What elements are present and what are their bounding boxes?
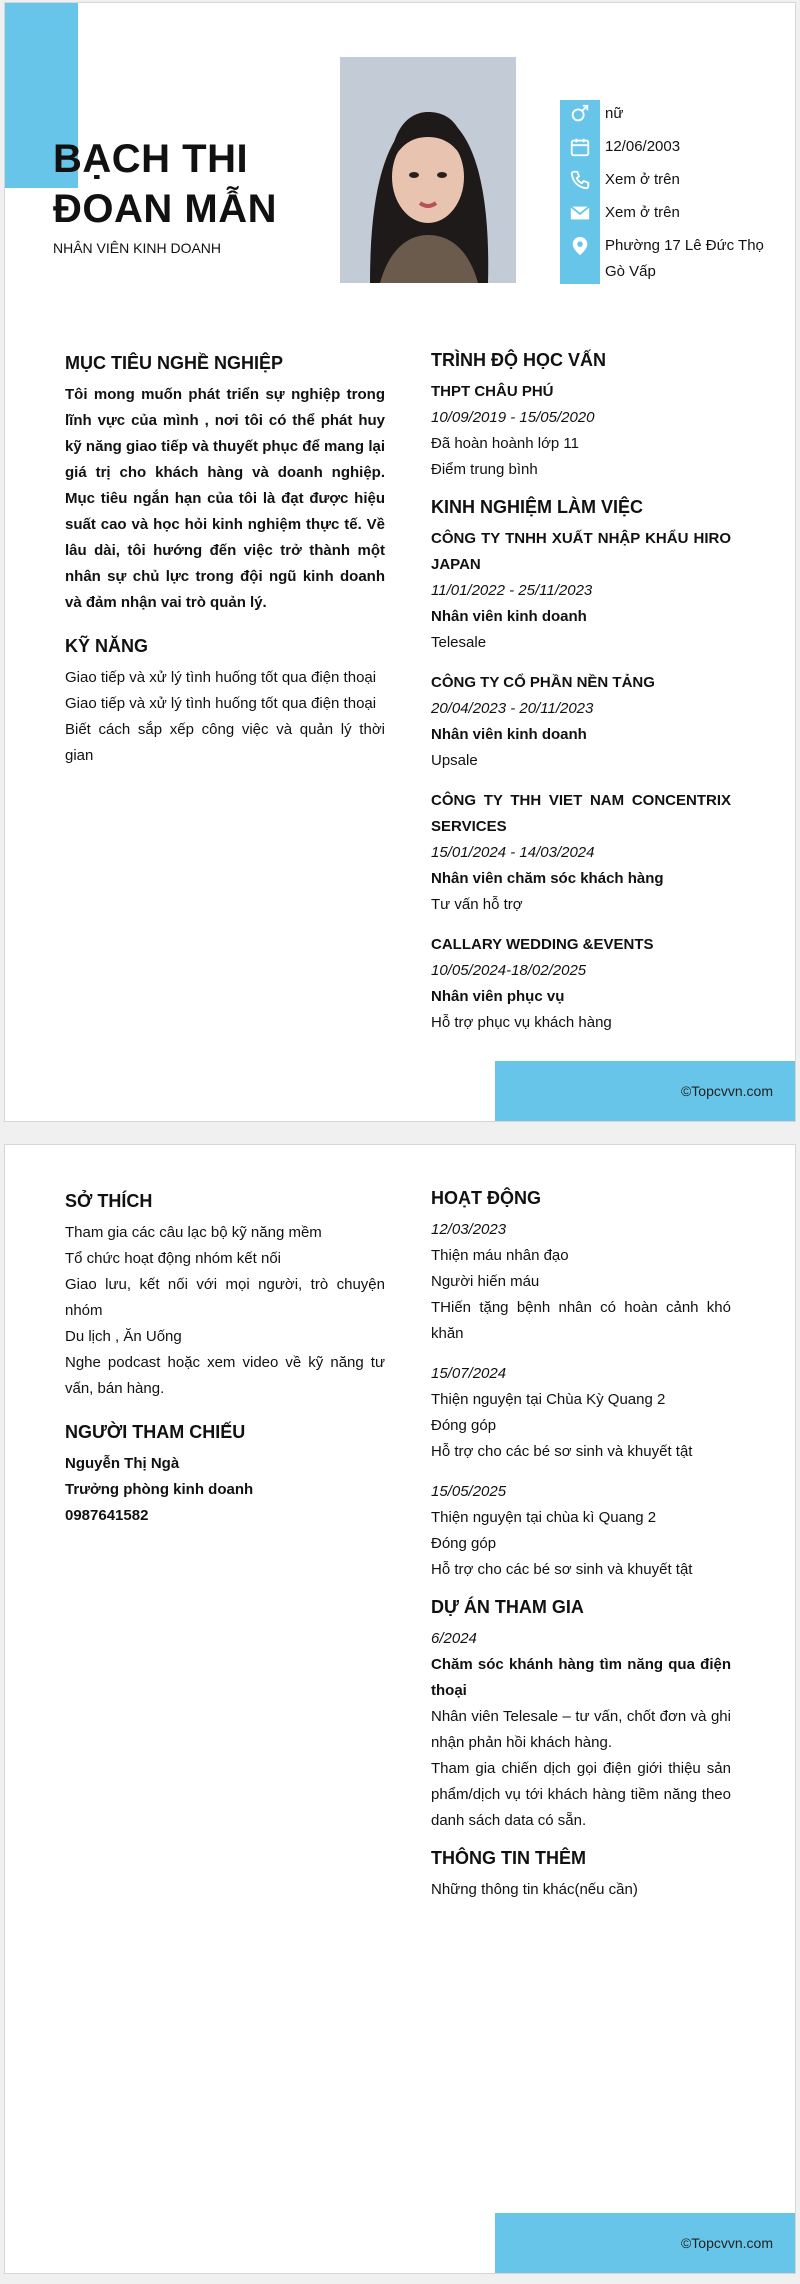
footer-brand: ©Topcvvn.com [680, 1083, 773, 1099]
phone-value: Xem ở trên [605, 171, 680, 188]
additional-text: Những thông tin khác(nếu cần) [431, 1881, 638, 1898]
activity-role: Đóng góp [431, 1535, 497, 1552]
education-period: 10/09/2019 - 15/05/2020 [431, 409, 595, 426]
experience-role: Nhân viên kinh doanh [431, 608, 587, 625]
experience-company: CÔNG TY TNHH XUẤT NHẬP KHẨU HIRO JAPAN [431, 530, 731, 573]
contact-address [560, 232, 785, 285]
experience-company: CALLARY WEDDING &EVENTS [431, 936, 654, 953]
hobby-item: Tổ chức hoạt động nhóm kết nối [65, 1250, 282, 1267]
calendar-icon [560, 133, 600, 161]
activity-title: Thiện nguyện tại chùa kì Quang 2 [431, 1509, 657, 1526]
email-value: Xem ở trên [605, 204, 680, 221]
experience-desc: Hỗ trợ phục vụ khách hàng [431, 1014, 612, 1031]
hobby-item: Giao lưu, kết nối với mọi người, trò chuyện nhóm [65, 1276, 385, 1319]
profile-photo [340, 57, 516, 283]
education-line: Đã hoàn hoành lớp 11 [431, 435, 580, 452]
activity-desc: THiến tặng bệnh nhân có hoàn cảnh khó khăn [431, 1299, 731, 1342]
activity-desc: Hỗ trợ cho các bé sơ sinh và khuyết tật [431, 1561, 693, 1578]
hobby-item: Tham gia các câu lạc bộ kỹ năng mềm [65, 1224, 322, 1241]
name-line-2: ĐOAN MẪN [53, 187, 277, 231]
birthday-value: 12/06/2003 [605, 138, 681, 155]
right-column-page-2 [431, 1188, 731, 1903]
activity-role: Đóng góp [431, 1417, 497, 1434]
activity-title: Thiện nguyện tại Chùa Kỳ Quang 2 [431, 1391, 666, 1408]
education-heading: TRÌNH ĐỘ HỌC VẤN [431, 350, 606, 370]
experience-desc: Tư vấn hỗ trợ [431, 896, 523, 913]
skill-item: Giao tiếp và xử lý tình huống tốt qua điện thoại [65, 669, 377, 686]
experience-period: 10/05/2024-18/02/2025 [431, 962, 587, 979]
activity-role: Người hiến máu [431, 1273, 540, 1290]
skills-heading: KỸ NĂNG [65, 636, 149, 656]
references-heading: NGƯỜI THAM CHIẾU [65, 1422, 246, 1442]
projects-heading: DỰ ÁN THAM GIA [431, 1597, 584, 1617]
left-column-page-2 [65, 1191, 385, 1529]
activity-desc: Hỗ trợ cho các bé sơ sinh và khuyết tật [431, 1443, 693, 1460]
experience-desc: Upsale [431, 752, 478, 769]
name-block [53, 134, 313, 256]
cv-page-1 [4, 2, 796, 1122]
objective-text: Tôi mong muốn phát triển sự nghiệp trong lĩnh vực của mình , nơi tôi có thể phát huy kỹ năng giao tiếp và thuyết phục để mang lại giá trị cho khách hàng và doanh nghiệp. Mục tiêu ngắn hạn của tôi là đạt được hiệu suất cao và học hỏi kinh nghiệm thực tế. Về lâu dài, tôi hướng đến việc trở thành một nhân sự chủ lực trong đội ngũ kinh doanh và đảm nhận vai trò quản lý. [65, 386, 385, 611]
footer-bar [495, 2213, 795, 2273]
email-icon [560, 199, 600, 227]
location-icon [560, 232, 600, 260]
phone-icon [560, 166, 600, 194]
name-line-1: BẠCH THI [53, 137, 249, 181]
left-column-page-1 [65, 353, 385, 769]
activity-item [431, 1217, 731, 1347]
activity-date: 15/07/2024 [431, 1365, 507, 1382]
contact-list [560, 100, 785, 290]
contact-email [560, 199, 785, 227]
project-desc: Tham gia chiến dịch gọi điện giới thiệu sản phẩm/dịch vụ tới khách hàng tiềm năng theo danh sách data có sẵn. [431, 1760, 731, 1829]
experience-period: 15/01/2024 - 14/03/2024 [431, 844, 595, 861]
experience-item [431, 670, 731, 774]
education-school: THPT CHÂU PHÚ [431, 383, 554, 400]
experience-item [431, 932, 731, 1036]
reference-phone: 0987641582 [65, 1507, 149, 1524]
contact-birthday [560, 133, 785, 161]
cv-page-2 [4, 1144, 796, 2274]
experience-company: CÔNG TY THH VIET NAM CONCENTRIX SERVICES [431, 792, 731, 835]
full-name [53, 134, 313, 234]
footer-bar [495, 1061, 795, 1121]
activity-title: Thiện máu nhân đạo [431, 1247, 569, 1264]
hobbies-heading: SỞ THÍCH [65, 1191, 153, 1211]
skill-item: Biết cách sắp xếp công việc và quản lý thời gian [65, 721, 385, 764]
hobby-item: Nghe podcast hoặc xem video về kỹ năng tư vấn, bán hàng. [65, 1354, 385, 1397]
skill-item: Giao tiếp và xử lý tình huống tốt qua điện thoại [65, 695, 377, 712]
experience-role: Nhân viên kinh doanh [431, 726, 587, 743]
contact-phone [560, 166, 785, 194]
right-column-page-1 [431, 350, 731, 1036]
project-date: 6/2024 [431, 1630, 477, 1647]
experience-item [431, 526, 731, 656]
reference-position: Trưởng phòng kinh doanh [65, 1481, 254, 1498]
reference-name: Nguyễn Thị Ngà [65, 1455, 180, 1472]
objective-heading: MỤC TIÊU NGHỀ NGHIỆP [65, 353, 284, 373]
activity-item [431, 1361, 731, 1465]
experience-company: CÔNG TY CỔ PHẦN NỀN TẢNG [431, 674, 655, 691]
experience-role: Nhân viên chăm sóc khách hàng [431, 870, 664, 887]
experience-period: 20/04/2023 - 20/11/2023 [431, 700, 594, 717]
project-desc: Nhân viên Telesale – tư vấn, chốt đơn và ghi nhận phản hồi khách hàng. [431, 1708, 731, 1751]
experience-period: 11/01/2022 - 25/11/2023 [431, 582, 593, 599]
education-line: Điểm trung bình [431, 461, 538, 478]
contact-gender [560, 100, 785, 128]
activity-date: 12/03/2023 [431, 1221, 507, 1238]
footer-brand: ©Topcvvn.com [680, 2235, 773, 2251]
experience-item [431, 788, 731, 918]
gender-icon [560, 100, 600, 128]
job-title: NHÂN VIÊN KINH DOANH [53, 240, 222, 256]
experience-heading: KINH NGHIỆM LÀM VIỆC [431, 497, 644, 517]
project-title: Chăm sóc khánh hàng tìm năng qua điện thoại [431, 1656, 731, 1699]
experience-desc: Telesale [431, 634, 487, 651]
additional-heading: THÔNG TIN THÊM [431, 1848, 586, 1868]
gender-value: nữ [605, 105, 624, 122]
hobby-item: Du lịch , Ăn Uống [65, 1328, 182, 1345]
address-value: Phường 17 Lê Đức Thọ Gò Vấp [605, 237, 764, 280]
activity-item [431, 1479, 731, 1583]
experience-role: Nhân viên phục vụ [431, 988, 565, 1005]
activities-heading: HOẠT ĐỘNG [431, 1188, 541, 1208]
activity-date: 15/05/2025 [431, 1483, 507, 1500]
